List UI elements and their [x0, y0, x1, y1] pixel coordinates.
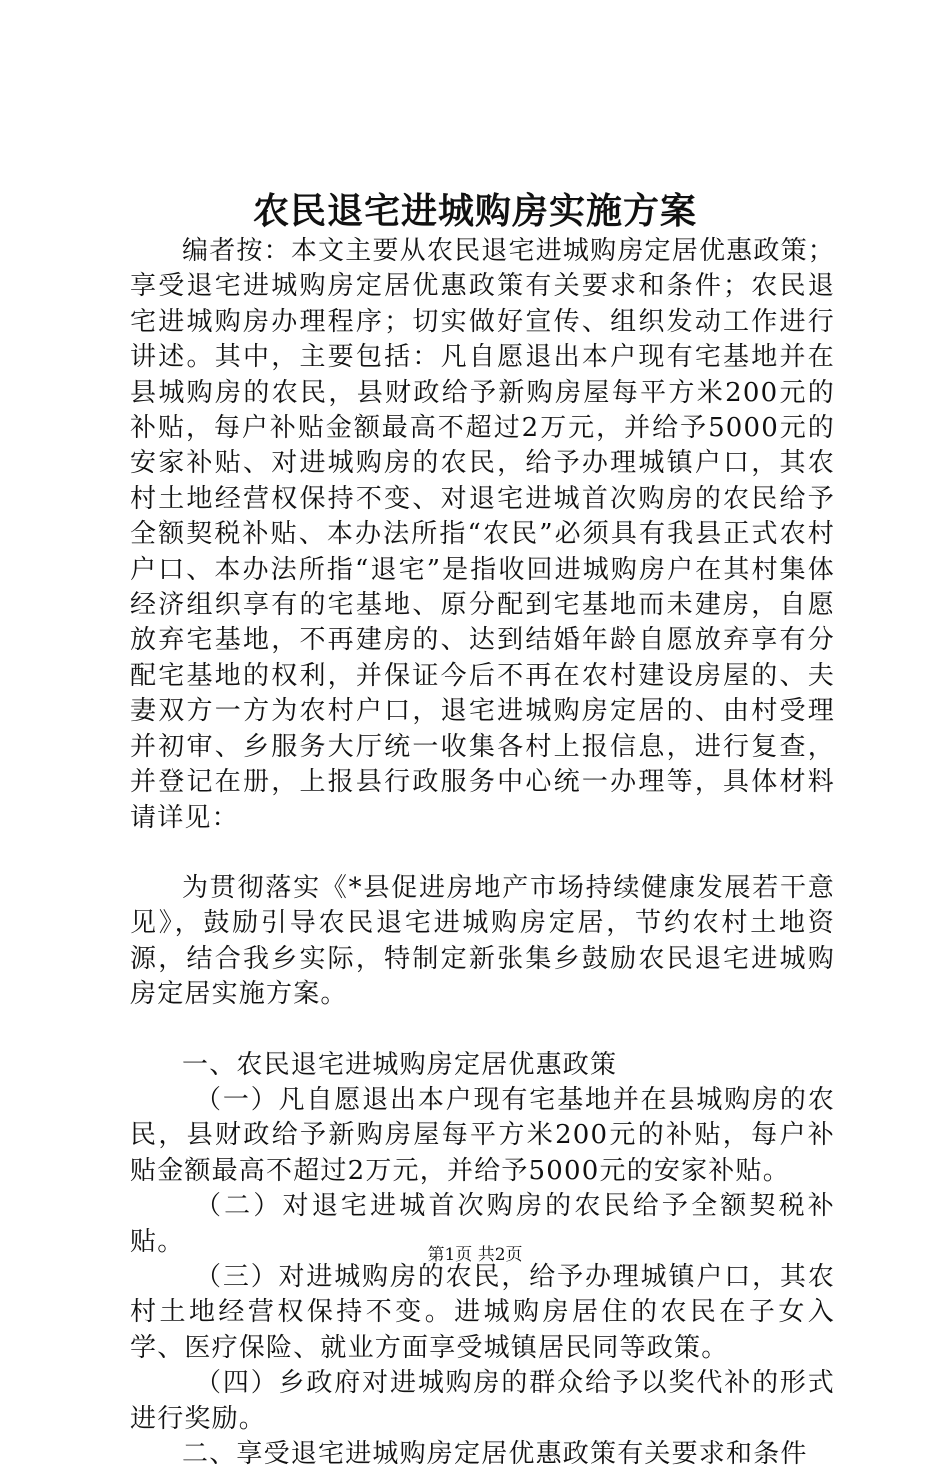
- paragraph-spacer: [130, 1013, 835, 1048]
- paragraph-spacer: [130, 836, 835, 871]
- page-footer: 第1页 共2页: [427, 1245, 523, 1265]
- section-2-heading: 二、享受退宅进城购房定居优惠政策有关要求和条件: [182, 1439, 808, 1469]
- section-1-item-4: （四）乡政府对进城购房的群众给予以奖代补的形式进行奖励。: [130, 1368, 835, 1434]
- document-title: 农民退宅进城购房实施方案: [252, 190, 697, 232]
- section-1-heading: 一、农民退宅进城购房定居优惠政策: [182, 1049, 618, 1080]
- editor-note-paragraph: 编者按：本文主要从农民退宅进城购房定居优惠政策；享受退宅进城购房定居优惠政策有关要求和条件；农民退宅进城购房办理程序；切实做好宣传、组织发动工作进行讲述。其中，主要包括：凡自愿退出本户现有宅基地并在县城购房的农民，县财政给予新购房屋每平方米200元的补贴，每户补贴金额最高不超过2万元，并给予5000元的安家补贴、对进城购房的农民，给予办理城镇户口，其农村土地经营权保持不变、对退宅进城首次购房的农民给予全额契税补贴、本办法所指“农民”必须具有我县正式农村户口、本办法所指“退宅”是指收回进城购房户在其村集体经济组织享有的宅基地、原分配到宅基地而未建房，自愿放弃宅基地，不再建房的、达到结婚年龄自愿放弃享有分配宅基地的权利，并保证今后不再在农村建设房屋的、夫妻双方一方为农村户口，退宅进城购房定居的、由村受理并初审、乡服务大厅统一收集各村上报信息，进行复查，并登记在册，上报县行政服务中心统一办理等，具体材料请详见：: [130, 236, 835, 833]
- section-1-item-3: （三）对进城购房的农民，给予办理城镇户口，其农村土地经营权保持不变。进城购房居住的农民在子女入学、医疗保险、就业方面享受城镇居民同等政策。: [130, 1261, 835, 1363]
- section-1-item-1: （一）凡自愿退出本户现有宅基地并在县城购房的农民，县财政给予新购房屋每平方米200元的补贴，每户补贴金额最高不超过2万元，并给予5000元的安家补贴。: [130, 1084, 835, 1186]
- document-body: [130, 234, 835, 1472]
- section-1-item-2: （二）对退宅进城首次购房的农民给予全额契税补贴。: [130, 1191, 835, 1257]
- intro-paragraph: 为贯彻落实《*县促进房地产市场持续健康发展若干意见》，鼓励引导农民退宅进城购房定居，节约农村土地资源，结合我乡实际，特制定新张集乡鼓励农民退宅进城购房定居实施方案。: [130, 872, 835, 1010]
